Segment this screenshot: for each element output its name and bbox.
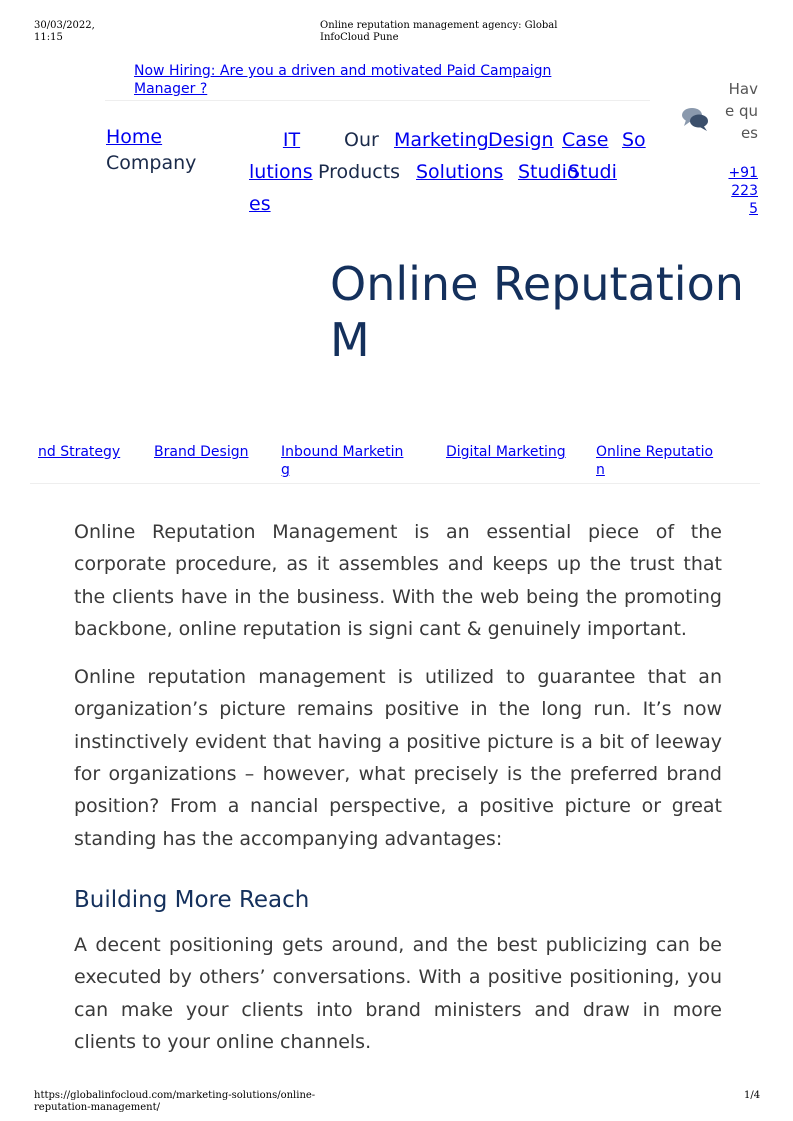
nav-our-line1[interactable]: Our xyxy=(344,129,379,151)
nav-home-company xyxy=(106,124,196,176)
subnav-digital-marketing[interactable]: Digital Marketing xyxy=(446,444,566,460)
print-page-title: Online reputation management agency: Global InfoCloud Pune xyxy=(320,20,558,43)
subnav-brand-strategy[interactable]: nd Strategy xyxy=(38,444,121,460)
subnav xyxy=(30,443,760,484)
print-page-number: 1/4 xyxy=(744,1090,764,1102)
nav-marketing-line1[interactable]: Marketing xyxy=(394,129,489,151)
nav-it-line2[interactable]: lutions xyxy=(249,161,313,183)
print-datetime: 30/03/2022, 11:15 xyxy=(34,20,95,43)
article-content xyxy=(74,516,722,1074)
nav-it-solutions[interactable] xyxy=(249,124,313,220)
nav-design-line1[interactable]: Design xyxy=(488,129,554,151)
print-url: https://globalinfocloud.com/marketing-solutions/online-reputation-management/ xyxy=(34,1090,334,1114)
help-question-text: Have ques xyxy=(724,80,758,142)
nav-design-studio[interactable] xyxy=(488,124,579,188)
section-heading-building-reach: Building More Reach xyxy=(74,886,310,913)
help-phone-link[interactable]: +91 2235 xyxy=(728,165,758,217)
nav-so-line1[interactable]: So xyxy=(622,129,646,151)
nav-company-label[interactable]: Company xyxy=(106,152,197,174)
nav-studi-line2[interactable]: Studi xyxy=(568,161,617,183)
nav-it-line1[interactable]: IT xyxy=(282,129,301,151)
nav-studio-line2[interactable]: Studio xyxy=(518,161,579,183)
nav-case-line1[interactable]: Case xyxy=(562,129,609,151)
page-title: Online Reputation M xyxy=(330,257,744,367)
subnav-brand-design[interactable]: Brand Design xyxy=(154,444,249,460)
chat-bubbles-icon xyxy=(680,106,710,138)
paragraph-3: A decent positioning gets around, and the best publicizing can be executed by others’ conversations. With a positive positioning, you can make your clients into brand ministers and draw in more clients to your online channels. xyxy=(74,933,722,1053)
nav-marketing-solutions[interactable] xyxy=(394,124,504,188)
hiring-bar xyxy=(105,60,650,101)
nav-so-es[interactable] xyxy=(622,124,652,156)
nav-home-link[interactable]: Home xyxy=(106,126,163,148)
nav-solutions-line2[interactable]: Solutions xyxy=(416,161,504,183)
subnav-online-reputation[interactable]: Online Reputation xyxy=(596,444,714,478)
paragraph-1: Online Reputation Management is an essential piece of the corporate procedure, as it assembles and keeps up the trust that the clients have in the business. With the web being the promoting backbone, online reputation is signi cant & genuinely important. xyxy=(74,521,722,640)
nav-products-line2[interactable]: Products xyxy=(318,161,401,183)
nav-case-studies[interactable] xyxy=(562,124,622,188)
nav-it-line3[interactable]: es xyxy=(249,193,271,215)
help-box xyxy=(676,76,760,226)
subnav-inbound-marketing[interactable]: Inbound Marketing xyxy=(281,444,404,478)
paragraph-2: Online reputation management is utilized to guarantee that an organization’s picture remains positive in the long run. It’s now instinctively evident that having a positive picture is a bit of leeway for organizations – however, what precisely is the preferred brand position? From a nancial perspective, a positive picture or great standing has the accompanying advantages: xyxy=(74,666,722,850)
now-hiring-link[interactable]: Now Hiring: Are you a driven and motivated Paid Campaign Manager ? xyxy=(134,63,552,97)
